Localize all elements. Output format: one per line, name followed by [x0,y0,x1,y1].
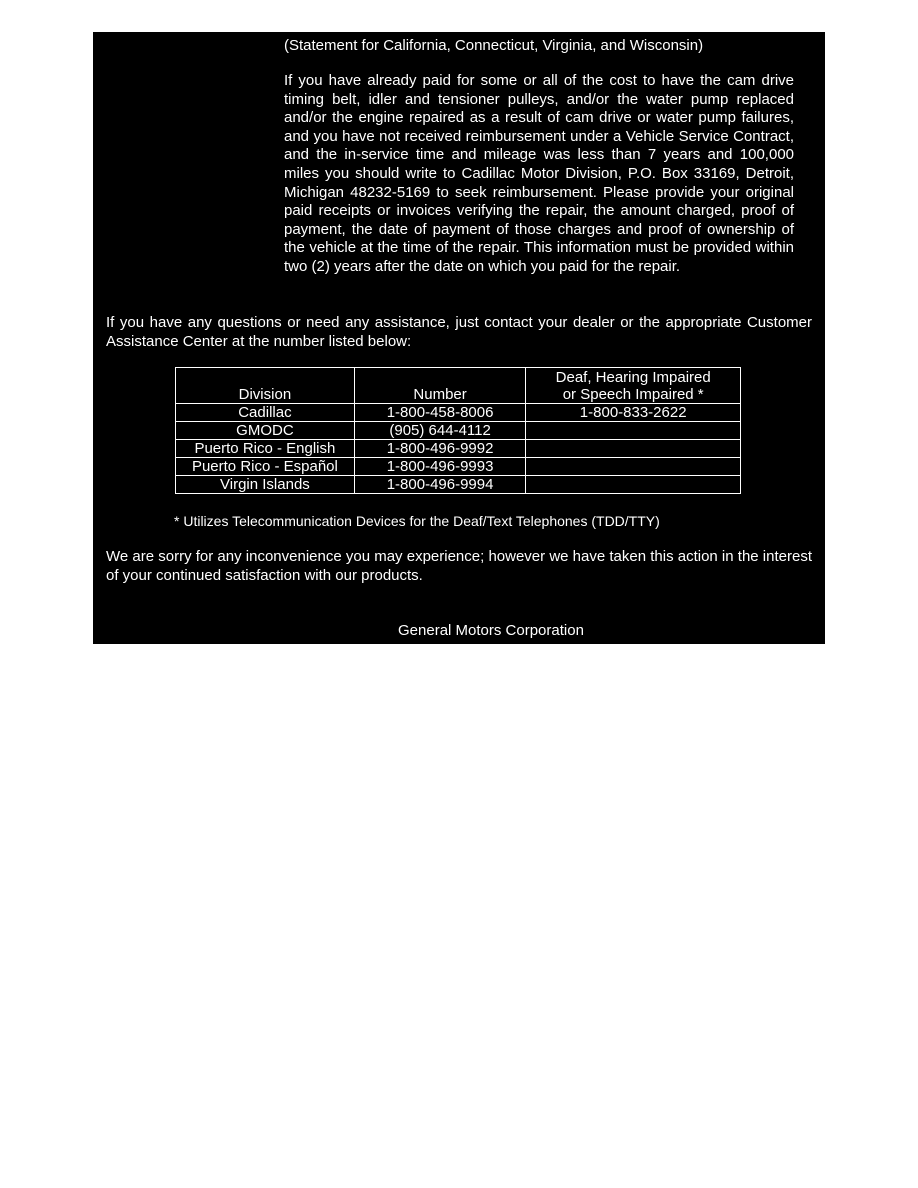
apology-paragraph: We are sorry for any inconvenience you may experience; however we have taken this action in the interest of your continued satisfaction with our products. [106,548,812,584]
header-number: Number [354,368,526,404]
table-row [176,404,741,422]
assistance-paragraph: If you have any questions or need any assistance, just contact your dealer or the appropriate Customer Assistance Center at the number listed below: [106,314,812,350]
table-header-row [176,368,741,404]
number-cell: 1-800-496-9992 [354,440,526,458]
number-cell: 1-800-496-9994 [354,476,526,494]
tdd-cell [526,422,741,440]
tdd-footnote: * Utilizes Telecommunication Devices for the Deaf/Text Telephones (TDD/TTY) [174,513,660,529]
number-cell: 1-800-458-8006 [354,404,526,422]
number-cell: 1-800-496-9993 [354,458,526,476]
tdd-cell [526,476,741,494]
header-tdd [526,368,741,404]
division-cell: Virgin Islands [176,476,355,494]
tdd-cell [526,458,741,476]
bulletin-panel [93,32,825,644]
division-cell: Puerto Rico - English [176,440,355,458]
table-row [176,440,741,458]
table-row [176,476,741,494]
tdd-cell: 1-800-833-2622 [526,404,741,422]
contact-table [175,367,741,494]
table-row [176,458,741,476]
division-cell: Puerto Rico - Español [176,458,355,476]
header-division: Division [176,368,355,404]
reimbursement-statement: If you have already paid for some or all of the cost to have the cam drive timing belt, idler and tensioner pulleys, and/or the water pump replaced and/or the engine repaired as a result of cam drive or water pump failures, and you have not received reimbursement under a Vehicle Service Contract, and the in-service time and mileage was less than 7 years and 100,000 miles you should write to Cadillac Motor Division, P.O. Box 33169, Detroit, Michigan 48232-5169 to seek reimbursement. Please provide your original paid receipts or invoices verifying the repair, the amount charged, proof of payment, the date of payment of those charges and proof of ownership of the vehicle at the time of the repair. This information must be provided within two (2) years after the date on which you paid for the repair. [284,72,794,275]
division-cell: GMODC [176,422,355,440]
header-tdd-line2: or Speech Impaired * [562,386,704,403]
division-cell: Cadillac [176,404,355,422]
number-cell: (905) 644-4112 [354,422,526,440]
header-tdd-line1: Deaf, Hearing Impaired [555,369,711,386]
statement-heading: (Statement for California, Connecticut, Virginia, and Wisconsin) [284,37,704,54]
signature: General Motors Corporation [398,622,584,639]
table-row [176,422,741,440]
tdd-cell [526,440,741,458]
